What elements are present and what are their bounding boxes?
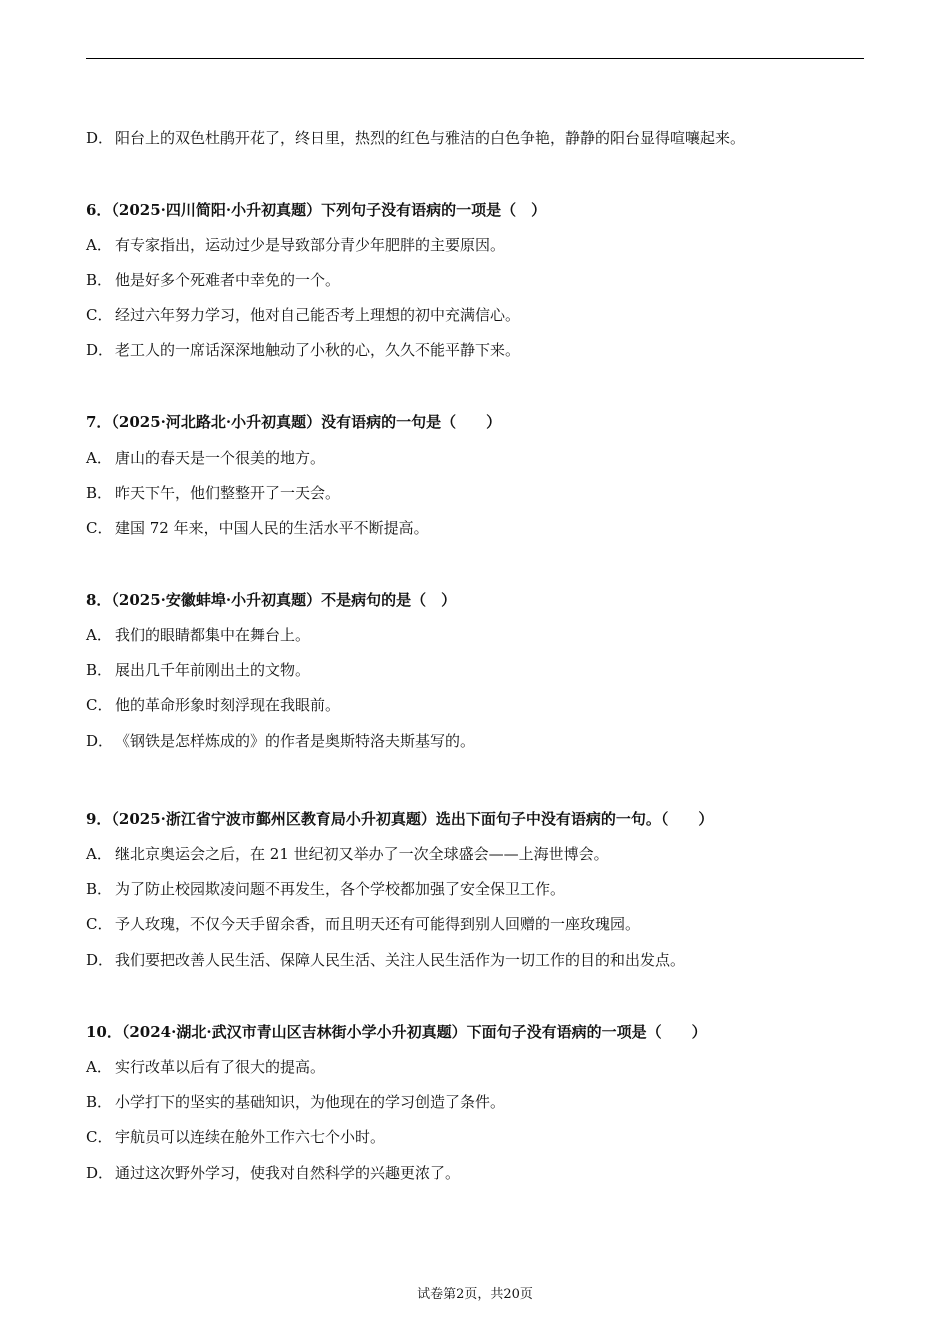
option-line <box>86 235 505 255</box>
option-letter: B． <box>86 880 113 898</box>
option-text: 老工人的一席话深深地触动了小秋的心，久久不能平静下来。 <box>115 341 521 359</box>
option-line <box>86 305 520 325</box>
option-letter: C． <box>86 1128 113 1146</box>
option-text: 唐山的春天是一个很美的地方。 <box>115 449 326 467</box>
option-text: 继北京奥运会之后，在 21 世纪初又举办了一次全球盛会——上海世博会。 <box>115 845 609 863</box>
option-text: 昨天下午，他们整整开了一天会。 <box>115 484 341 502</box>
option-text: 《钢铁是怎样炼成的》的作者是奥斯特洛夫斯基写的。 <box>115 732 476 750</box>
option-line <box>86 1057 325 1077</box>
option-line <box>86 483 340 503</box>
option-text: 有专家指出，运动过少是导致部分青少年肥胖的主要原因。 <box>115 236 506 254</box>
option-text: 建国 72 年来，中国人民的生活水平不断提高。 <box>115 519 429 537</box>
header-rule <box>86 58 864 59</box>
option-letter: C． <box>86 696 113 714</box>
option-letter: D． <box>86 1164 114 1182</box>
option-text: 阳台上的双色杜鹃开花了，终日里，热烈的红色与雅洁的白色争艳，静静的阳台显得喧嚷起来。 <box>115 129 746 147</box>
option-text: 予人玫瑰，不仅今天手留余香，而且明天还有可能得到别人回赠的一座玫瑰园。 <box>115 915 641 933</box>
option-text: 经过六年努力学习，他对自己能否考上理想的初中充满信心。 <box>115 306 521 324</box>
option-line <box>86 695 340 715</box>
option-letter: A． <box>86 626 112 644</box>
question-header: 10．（2024·湖北·武汉市青山区吉林街小学小升初真题）下面句子没有语病的一项是（ ） <box>86 1023 707 1041</box>
option-text: 为了防止校园欺凌问题不再发生，各个学校都加强了安全保卫工作。 <box>115 880 566 898</box>
option-letter: C． <box>86 306 113 324</box>
option-text: 通过这次野外学习，使我对自然科学的兴趣更浓了。 <box>115 1164 461 1182</box>
option-line <box>86 879 565 899</box>
option-text: 小学打下的坚实的基础知识，为他现在的学习创造了条件。 <box>115 1093 506 1111</box>
option-line <box>86 625 310 645</box>
option-text: 宇航员可以连续在舱外工作六七个小时。 <box>115 1128 386 1146</box>
option-letter: A． <box>86 236 112 254</box>
option-text: 展出几千年前刚出土的文物。 <box>115 661 311 679</box>
page-footer: 试卷第2页，共20页 <box>417 1287 533 1302</box>
option-letter: B． <box>86 661 113 679</box>
option-letter: C． <box>86 519 113 537</box>
option-letter: B． <box>86 271 113 289</box>
option-line <box>86 1092 505 1112</box>
option-text: 他是好多个死难者中幸免的一个。 <box>115 271 341 289</box>
option-line <box>86 128 745 148</box>
option-letter: A． <box>86 1058 112 1076</box>
option-letter: B． <box>86 1093 113 1111</box>
option-text: 实行改革以后有了很大的提高。 <box>115 1058 326 1076</box>
option-text: 我们要把改善人民生活、保障人民生活、关注人民生活作为一切工作的目的和出发点。 <box>115 951 686 969</box>
question-header: 8．（2025·安徽蚌埠·小升初真题）不是病句的是（ ） <box>86 591 457 609</box>
option-letter: D． <box>86 951 114 969</box>
option-text: 我们的眼睛都集中在舞台上。 <box>115 626 311 644</box>
question-header: 7．（2025·河北路北·小升初真题）没有语病的一句是（ ） <box>86 413 502 431</box>
option-line <box>86 1163 460 1183</box>
question-header: 6．（2025·四川简阳·小升初真题）下列句子没有语病的一项是（ ） <box>86 201 547 219</box>
option-letter: A． <box>86 845 112 863</box>
option-letter: D． <box>86 129 114 147</box>
option-line <box>86 660 310 680</box>
option-line <box>86 1127 385 1147</box>
option-line <box>86 340 520 360</box>
option-text: 他的革命形象时刻浮现在我眼前。 <box>115 696 341 714</box>
option-line <box>86 270 340 290</box>
option-line <box>86 950 685 970</box>
question-header: 9．（2025·浙江省宁波市鄞州区教育局小升初真题）选出下面句子中没有语病的一句。（ ） <box>86 810 714 828</box>
option-letter: A． <box>86 449 112 467</box>
option-line <box>86 914 640 934</box>
option-letter: B． <box>86 484 113 502</box>
option-line <box>86 448 325 468</box>
option-letter: C． <box>86 915 113 933</box>
option-line <box>86 731 475 751</box>
option-line <box>86 518 429 538</box>
option-letter: D． <box>86 341 114 359</box>
option-line <box>86 844 609 864</box>
option-letter: D． <box>86 732 114 750</box>
